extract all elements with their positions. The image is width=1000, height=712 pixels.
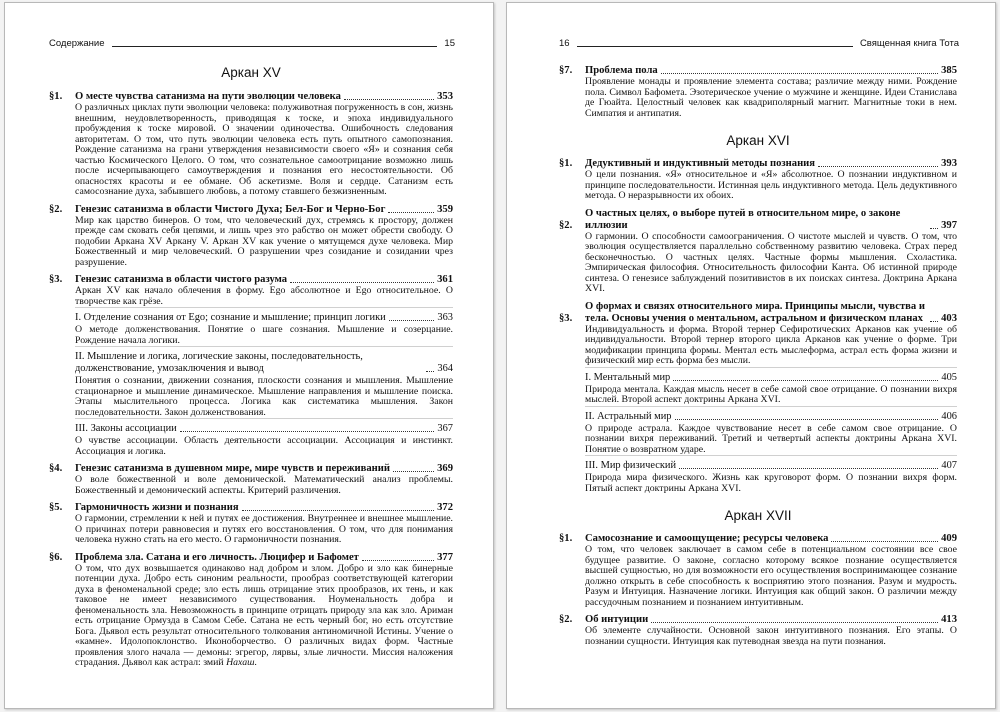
toc-description: Аркан XV как начало облечения в форму. Ego абсолютное и Ego относительное. О творчестве как грёзе. [75, 285, 453, 307]
toc-description: Проявление монады и проявление элемента состава; различие между ними. Рождение пола. Символ Бафомета. Эзотерическое учение о мужчине и женщине. Идеи Станислава де Гюайта. Целостный человек как квадриполярный магнит. Магнитные токи в нем. Симпатия и антипатия. [585, 76, 957, 119]
toc-entry-title[interactable]: §3. О формах и связях относительного мира. Принципы мысли, чувства и тела. Основы учения о ментальном, астральном и физическом планах 403 [559, 300, 957, 324]
toc-description: О природе астрала. Каждое чувствование несет в себе самом свое отрицание. О познании вихря переживаний. Третий и четвертый аспекты доктрины Аркана XVI. Понятие о возвратном ударе. [585, 422, 957, 455]
header-title: Содержание [49, 38, 105, 49]
italic-word: Нахаш. [226, 657, 258, 668]
leader-dots [389, 320, 435, 321]
toc-content [559, 65, 957, 653]
leader-dots [344, 99, 434, 100]
header-rule [577, 46, 853, 47]
running-header [49, 33, 455, 49]
toc-section [559, 614, 957, 647]
toc-entry-title[interactable]: §2. Об интуиции 413 [559, 614, 957, 625]
toc-entry-title[interactable]: §6. Проблема зла. Сатана и его личность. Люцифер и Бафомет 377 [49, 551, 453, 563]
toc-subsection [585, 406, 957, 456]
toc-section [49, 204, 453, 269]
toc-subentry-title[interactable]: II. Мышление и логика, логические законы, последовательность, долженствование, умозаключения и вывод 364 [75, 351, 453, 374]
toc-description: О гармонии. О способности самоограничения. О чистоте мыслей и чувств. О том, что эволюция осуществляется параллельно собственному развитию человека. Страх перед бесконечностью. О частных целях. Частные формы мышления. Схоластика. Эмпирическая философия. Относительность философии Канта. Об истинной природе синтеза. О генезисе заблуждений позитивистов в их поисках синтеза. Доктрина Аркана XVI. [585, 230, 957, 294]
leader-dots [930, 321, 938, 322]
toc-page-number: 359 [437, 203, 453, 215]
toc-description: О методе долженствования. Понятие о шаге сознания. Мышление и созерцание. Рождение начала логики. [75, 324, 453, 346]
toc-section [559, 301, 957, 495]
toc-subentry-title[interactable]: III. Мир физический 407 [585, 460, 957, 471]
toc-description: О различных циклах пути эволюции человека: полуживотная погруженность в сон, жизнь внешним, неудовлетворенность, приводящая к тоске, и эпоха индивидуального пробуждения к тоске мировой. О значении одиночества. Ошибочность следования авторитетам. О том, что путь эволюции человека есть путь опытного самопознания. Рождение сатанизма на грани утверждения независимости своего «Я» и сознания себя частью Космического Целого. О том, что сознательное самоотрицание возможно лишь после исчерпывающего самоутверждения и познания его несостоятельности. Об опасностях красоты и ее обмане. Об аскетизме. Воля и сердце. Сатанизм есть самосознание духа, забывшего любовь, а потому ставшего безжизненным. [75, 102, 453, 197]
toc-subsection [585, 455, 957, 494]
toc-description: О гармонии, стремлении к ней и путях ее достижения. Внутреннее и внешнее мышление. О причинах потери равновесия и путях его восстановления. О том, что для понимания человека нужно стать на его место. О гармоничности познания. [75, 513, 453, 545]
toc-description: Природа мира физического. Жизнь как круговорот форм. О познании вихря форм. Пятый аспект доктрины Аркана XVI. [585, 472, 957, 494]
toc-subsection [585, 367, 957, 406]
leader-dots [290, 282, 434, 283]
toc-entry-title[interactable]: §2. Генезис сатанизма в области Чистого Духа; Бел-Бог и Черно-Бог 359 [49, 203, 453, 215]
leader-dots [673, 380, 938, 381]
header-rule [112, 46, 438, 47]
arkan-heading: Аркан XVII [724, 508, 792, 523]
toc-section [49, 502, 453, 546]
toc-page-number: 372 [437, 502, 453, 513]
toc-description: Мир как царство бинеров. О том, что человеческий дух, стремясь к простору, должен прежде сам сковать себя цепями, и лишь чрез это рабство он может обрести свободу. О подобии Аркана XV Аркану V. Аркан XV как учение о мятущемся духе человека. Мир Божественный и мир человеческий. О разрушении чрез созидание и созидании чрез разрушение. [75, 214, 453, 268]
toc-description: Понятия о сознании, движении сознания, плоскости сознания и мышления. Мышление стационарное и мышление динамическое. Мышление направления и мышление поиска. Этапы мыслительного процесса. Логика как систематика мышления. Закон последовательности. Закон долженствования. [75, 375, 453, 418]
toc-section [559, 533, 957, 608]
leader-dots [388, 212, 434, 213]
leader-dots [930, 228, 938, 229]
page-number: 15 [444, 38, 455, 49]
leader-dots [679, 468, 938, 469]
toc-page-number: 353 [437, 91, 453, 102]
toc-page-number: 397 [941, 219, 957, 231]
toc-entry-title[interactable]: §2. О частных целях, о выборе путей в относительном мире, о законе иллюзии 397 [559, 207, 957, 231]
running-header [559, 33, 959, 49]
toc-page-number: 369 [437, 463, 453, 474]
toc-description: Индивидуальность и форма. Второй тернер Сефиротических Арканов как учение об индивидуальности. Второй тернер второго цикла Арканов как учение о форме. Три модификации принципа формы. Ментал есть мыслеформа, астрал есть форма жизни и физический мир есть форма без мысли. [585, 323, 957, 366]
toc-page-number: 377 [437, 551, 453, 563]
toc-entry-title[interactable]: §1. Дедуктивный и индуктивный методы познания 393 [559, 158, 957, 169]
toc-section [49, 552, 453, 669]
toc-page-number: 393 [941, 158, 957, 169]
toc-description: О цели познания. «Я» относительное и «Я» абсолютное. О познании индуктивном и принципе последовательности. Истинная цель индуктивного метода. Цель дедуктивного метода. О неразрывности их обоих. [585, 169, 957, 201]
toc-entry-title[interactable]: §1. О месте чувства сатанизма на пути эволюции человека 353 [49, 91, 453, 102]
leader-dots [393, 471, 434, 472]
toc-description: О том, что человек заключает в самом себе в потенциальном состоянии все свое будущее развитие. О законе, согласно которому всякое познание осуществляется высшей сущностью, но для возможности его осуществления воспринимающее сознание должно открыть в себе способность к восприятию этого познания. Разум и мудрость. Разум и Интуиция. Назначение логики. Интуиция как общий закон. О различии между рассудочным познанием и познанием интуитивным. [585, 544, 957, 608]
toc-entry-title[interactable]: §5. Гармоничность жизни и познания 372 [49, 502, 453, 513]
toc-section [559, 158, 957, 202]
leader-dots [818, 166, 938, 167]
toc-subsection [75, 307, 453, 346]
toc-page-number: 405 [941, 371, 957, 383]
toc-page-number: 403 [941, 312, 957, 324]
leader-dots [180, 431, 435, 432]
leader-dots [651, 622, 938, 623]
toc-entry-title[interactable]: §1. Самосознание и самоощущение; ресурсы человека 409 [559, 533, 957, 544]
page-number: 16 [559, 38, 570, 49]
toc-entry-title[interactable]: §4. Генезис сатанизма в душевном мире, мире чувств и переживаний 369 [49, 463, 453, 474]
toc-page-number: 385 [941, 65, 957, 76]
toc-page-number: 364 [437, 363, 453, 374]
toc-page-number: 363 [437, 312, 453, 323]
toc-description: Природа ментала. Каждая мысль несет в себе самой свое отрицание. О познании вихря мыслей. Второй аспект доктрины Аркана XVI. [585, 383, 957, 405]
toc-section [559, 208, 957, 295]
toc-page-number: 407 [941, 460, 957, 471]
toc-subsection [75, 346, 453, 418]
toc-subentry-title[interactable]: I. Ментальный мир 405 [585, 371, 957, 383]
toc-subsection [75, 418, 453, 457]
toc-page-number: 406 [941, 410, 957, 422]
toc-description: О воле божественной и воле демонической. Математический анализ проблемы. Божественный и демонический аспекты. Критерий различения. [75, 474, 453, 496]
arkan-heading: Аркан XVI [726, 133, 790, 148]
toc-description: О том, что дух возвышается одинаково над добром и злом. Добро и зло как бинерные потенции духа. Добро есть синоним реальности, прообраз соответствующей категории духа в феноменальной среде; зло есть лишь отрицание этих прообразов, их тень, и как таковое не имеет независимого существования. Ноуменальность добра и феноменальность зла. Невозможность в принципе отрицать природу зла как зло. Ариман есть отрицание Ормузда в Самом Себе. Сатана не есть черный бог, но есть отсутствие Бога. Дьявол есть результат относительного толкования антиномичной Истины. Учение о «камне». Идолопоклонство. Иконоборчество. О различных видах форм. Частные проявления злого начала — демоны: эгрегор, лярвы, злые личности. Миссия наложения страдания. Дьявол как астрал: змий Нахаш. [75, 562, 453, 668]
right-page [506, 2, 996, 709]
leader-dots [661, 73, 938, 74]
leader-dots [242, 510, 435, 511]
toc-page-number: 413 [941, 614, 957, 625]
toc-description: О чувстве ассоциации. Область деятельности ассоциации. Ассоциация и инстинкт. Ассоциация и логика. [75, 435, 453, 457]
toc-entry-title[interactable]: §7. Проблема пола 385 [559, 65, 957, 76]
left-page [4, 2, 494, 709]
toc-page-number: 409 [941, 533, 957, 544]
toc-subentry-title[interactable]: II. Астральный мир 406 [585, 410, 957, 422]
arkan-heading: Аркан XV [221, 65, 281, 80]
toc-page-number: 367 [437, 423, 453, 434]
toc-subentry-title[interactable]: III. Законы ассоциации 367 [75, 423, 453, 434]
toc-section [49, 274, 453, 457]
leader-dots [362, 560, 434, 561]
toc-section [559, 65, 957, 119]
toc-content [49, 65, 453, 675]
toc-section [49, 91, 453, 198]
toc-page-number: 361 [437, 274, 453, 285]
leader-dots [831, 541, 938, 542]
toc-description: Об элементе случайности. Основной закон интуитивного познания. Его этапы. О познании сущности. Интуиция как путеводная звезда на пути познания. [585, 625, 957, 647]
toc-subentry-title[interactable]: I. Отделение сознания от Ego; сознание и мышление; принцип логики 363 [75, 312, 453, 323]
leader-dots [675, 419, 939, 420]
leader-dots [426, 371, 434, 372]
toc-section [49, 463, 453, 496]
header-title: Священная книга Тота [859, 38, 959, 49]
toc-entry-title[interactable]: §3. Генезис сатанизма в области чистого разума 361 [49, 274, 453, 285]
